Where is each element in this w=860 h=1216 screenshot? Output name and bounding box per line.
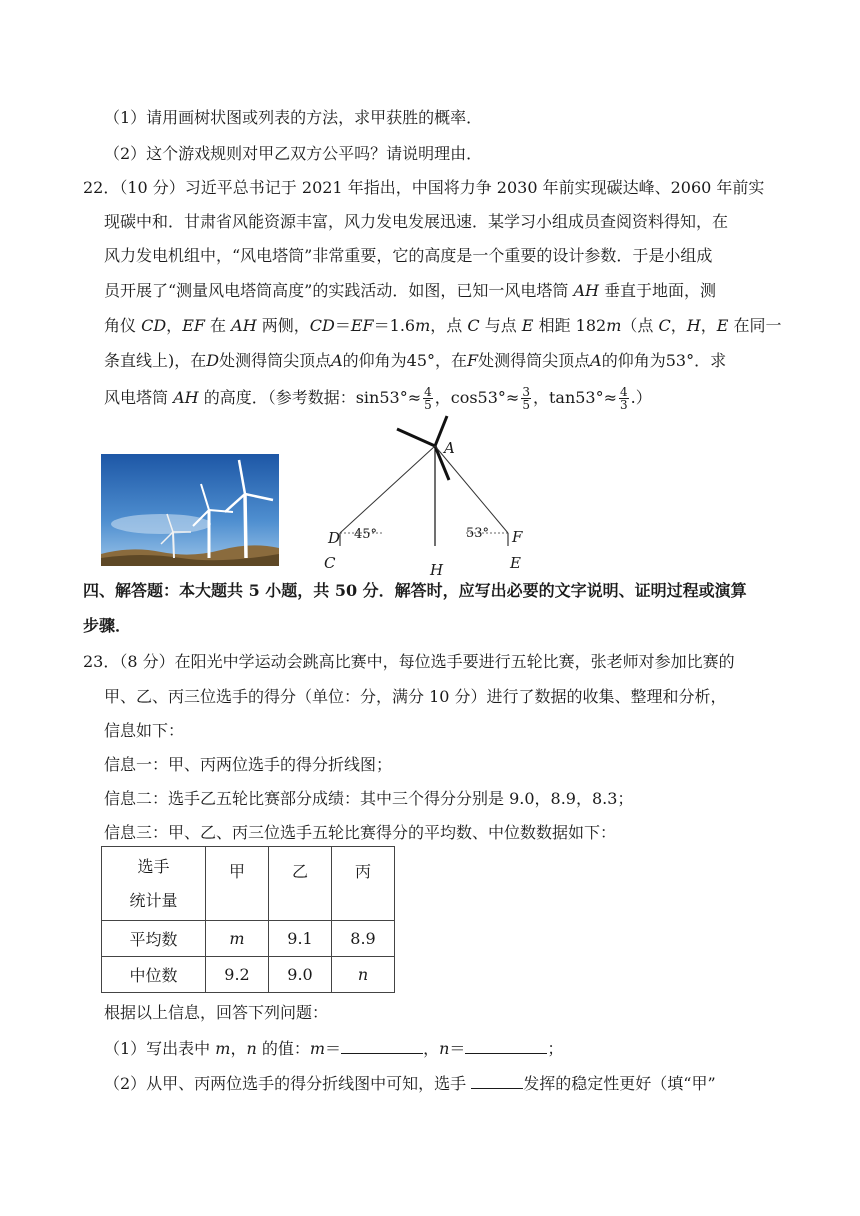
- q23-line3: 信息如下：: [104, 721, 185, 740]
- table-cell: 8.9: [332, 921, 395, 957]
- q23-after-table: 根据以上信息，回答下列问题：: [104, 1003, 329, 1022]
- q23-info3: 信息三：甲、乙、丙三位选手五轮比赛得分的平均数、中位数数据如下：: [104, 823, 617, 842]
- q21-part1: （1）请用画树状图或列表的方法，求甲获胜的概率．: [104, 108, 483, 127]
- q22-line5: 角仪 CD，EF 在 AH 两侧，CD＝EF＝1.6m，点 C 与点 E 相距 182m（点 C，H，E 在同一: [104, 316, 782, 335]
- figure-label-c: C: [324, 554, 336, 572]
- fraction-tan: $\frac{4}{3}$: [620, 385, 628, 412]
- q22-line1: 22．（10 分）习近平总书记于 2021 年指出，中国将力争 2030 年前实现碳达峰、2060 年前实: [83, 178, 765, 197]
- tower-geometry-figure: [318, 410, 538, 546]
- table-row: [102, 957, 395, 993]
- q22-line4: 员开展了“测量风电塔筒高度”的实践活动．如图，已知一风电塔筒 AH 垂直于地面，测: [104, 281, 717, 300]
- table-header: 丙: [332, 847, 395, 921]
- q22-line6: 条直线上)，在D处测得筒尖顶点A的仰角为45°，在F处测得筒尖顶点A的仰角为53°．求: [104, 351, 727, 370]
- table-row: [102, 921, 395, 957]
- fraction-sin: $\frac{4}{5}$: [424, 385, 432, 412]
- figure-label-h: H: [430, 561, 444, 579]
- q23-info2: 信息二：选手乙五轮比赛部分成绩：其中三个得分分别是 9.0，8.9，8.3；: [104, 789, 634, 808]
- stats-table: [101, 846, 395, 993]
- figure-angle-f: 53°: [466, 526, 490, 541]
- table-cell: n: [332, 957, 395, 993]
- figure-angle-d: 45°: [354, 527, 378, 542]
- section-heading: 四、解答题：本大题共 5 小题，共 50 分．解答时，应写出必要的文字说明、证明过程或演算: [83, 581, 747, 600]
- table-cell: 9.1: [269, 921, 332, 957]
- q22-line2: 现碳中和．甘肃省风能资源丰富，风力发电发展迅速．某学习小组成员查阅资料得知，在: [104, 212, 729, 231]
- q22-line3: 风力发电机组中，“风电塔筒”非常重要，它的高度是一个重要的设计参数．于是小组成: [104, 246, 713, 265]
- figure-label-f: F: [512, 528, 523, 546]
- fraction-cos: $\frac{3}{5}$: [522, 385, 530, 412]
- answer-blank-player[interactable]: [471, 1072, 523, 1089]
- table-corner-top: 选手: [137, 856, 170, 876]
- q23-info1: 信息一：甲、丙两位选手的得分折线图；: [104, 755, 393, 774]
- table-row: [102, 847, 395, 921]
- q23-line1: 23．（8 分）在阳光中学运动会跳高比赛中，每位选手要进行五轮比赛，张老师对参加比赛的: [83, 652, 735, 671]
- section-heading-cont: 步骤．: [83, 616, 132, 635]
- answer-blank-m[interactable]: [341, 1037, 423, 1054]
- table-header: 乙: [269, 847, 332, 921]
- q22-line7: 风电塔筒 AH 的高度．（参考数据：sin53°≈ $\frac{4}{5}$ ，cos53°≈ $\frac{3}{5}$ ，tan53°≈ $\frac{4}{3}$ .）: [104, 385, 652, 412]
- answer-blank-n[interactable]: [465, 1037, 547, 1054]
- figure-label-e: E: [510, 554, 521, 572]
- q23-line2: 甲、乙、丙三位选手的得分（单位：分，满分 10 分）进行了数据的收集、整理和分析，: [104, 687, 727, 706]
- table-cell: m: [206, 921, 269, 957]
- table-header: 甲: [206, 847, 269, 921]
- table-corner-bottom: 统计量: [129, 890, 178, 910]
- q23-part1: （1）写出表中 m，n 的值：m＝ ，n＝ ；: [104, 1039, 564, 1058]
- table-row-label: 平均数: [102, 921, 206, 957]
- q23-part2: （2）从甲、丙两位选手的得分折线图中可知，选手 发挥的稳定性更好（填“甲”: [104, 1074, 716, 1093]
- table-corner-cell: [102, 847, 206, 921]
- wind-turbine-photo: [101, 454, 279, 566]
- table-cell: 9.2: [206, 957, 269, 993]
- figure-label-d: D: [328, 529, 341, 547]
- table-row-label: 中位数: [102, 957, 206, 993]
- q21-part2: （2）这个游戏规则对甲乙双方公平吗？请说明理由．: [104, 144, 483, 163]
- figure-label-a: A: [444, 439, 455, 457]
- table-cell: 9.0: [269, 957, 332, 993]
